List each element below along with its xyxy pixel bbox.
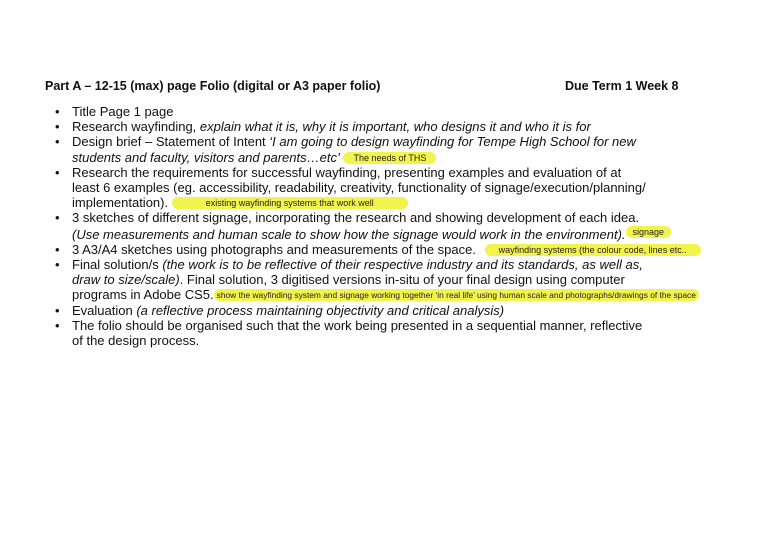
list-item-research-wayfinding — [55, 119, 692, 135]
bullet: • — [55, 317, 60, 333]
bullet: • — [55, 302, 60, 318]
bullet: • — [55, 241, 60, 257]
item-text: 3 A3/A4 sketches using photographs and measurements of the space. wayfinding systems (the colour code, lines etc.. — [72, 242, 692, 257]
item-text: The folio should be organised such that the work being presented in a sequential manner, reflective — [72, 317, 643, 333]
list-item-sketches-signage — [55, 210, 692, 242]
list-item-research-requirements — [55, 164, 692, 211]
bullet: • — [55, 104, 60, 119]
item-text: Research wayfinding, explain what it is, why it is important, who designs it and who it is for — [72, 119, 591, 135]
bullet: • — [55, 164, 60, 180]
item-text: programs in Adobe CS5. show the wayfinding system and signage working together ‘in real life’ using human scale and photographs/drawings of the space — [72, 287, 692, 302]
highlight-annotation: The needs of THS — [343, 152, 436, 164]
item-text: Evaluation (a reflective process maintaining objectivity and critical analysis) — [72, 302, 505, 318]
due-date: Due Term 1 Week 8 — [565, 79, 679, 93]
bullet: • — [55, 134, 60, 150]
item-text: Title Page 1 page — [72, 104, 174, 119]
list-item-title-page — [55, 104, 692, 119]
highlight-annotation: existing wayfinding systems that work well — [172, 197, 408, 209]
list-item-evaluation — [55, 302, 692, 318]
highlight-annotation: show the wayfinding system and signage working together ‘in real life’ using human scale and photographs/drawings of the space — [214, 289, 699, 301]
bullet: • — [55, 119, 60, 135]
item-text: students and faculty, visitors and parents…etc’ The needs of THS — [72, 150, 692, 165]
item-text: implementation). existing wayfinding systems that work well — [72, 195, 692, 210]
bullet: • — [55, 210, 60, 226]
item-text: of the design process. — [72, 333, 200, 349]
list-item-final-solution — [55, 257, 696, 303]
bullet: • — [55, 257, 60, 273]
list-item-space-sketches — [55, 241, 692, 257]
item-text: Research the requirements for successful wayfinding, presenting examples and evaluation of at — [72, 164, 622, 180]
item-text: 3 sketches of different signage, incorporating the research and showing development of each idea. — [72, 210, 640, 226]
folio-title: Part A – 12-15 (max) page Folio (digital or A3 paper folio) — [45, 79, 381, 93]
highlight-annotation: signage — [626, 226, 672, 238]
requirements-list — [55, 104, 696, 349]
item-text: draw to size/scale). Final solution, 3 digitised versions in-situ of your final design using computer — [72, 272, 625, 288]
highlight-annotation: wayfinding systems (the colour code, lines etc.. — [485, 244, 701, 256]
item-text: Design brief – Statement of Intent ‘I am going to design wayfinding for Tempe High School for new — [72, 134, 636, 150]
item-text: least 6 examples (eg. accessibility, readability, creativity, functionality of signage/execution/planning/ — [72, 180, 646, 196]
list-item-design-brief — [55, 134, 692, 165]
item-text: Final solution/s (the work is to be reflective of their respective industry and its standards, as well as, — [72, 257, 643, 273]
item-text: (Use measurements and human scale to show how the signage would work in the environment). signage — [72, 226, 692, 242]
list-item-folio-organisation — [55, 317, 692, 349]
